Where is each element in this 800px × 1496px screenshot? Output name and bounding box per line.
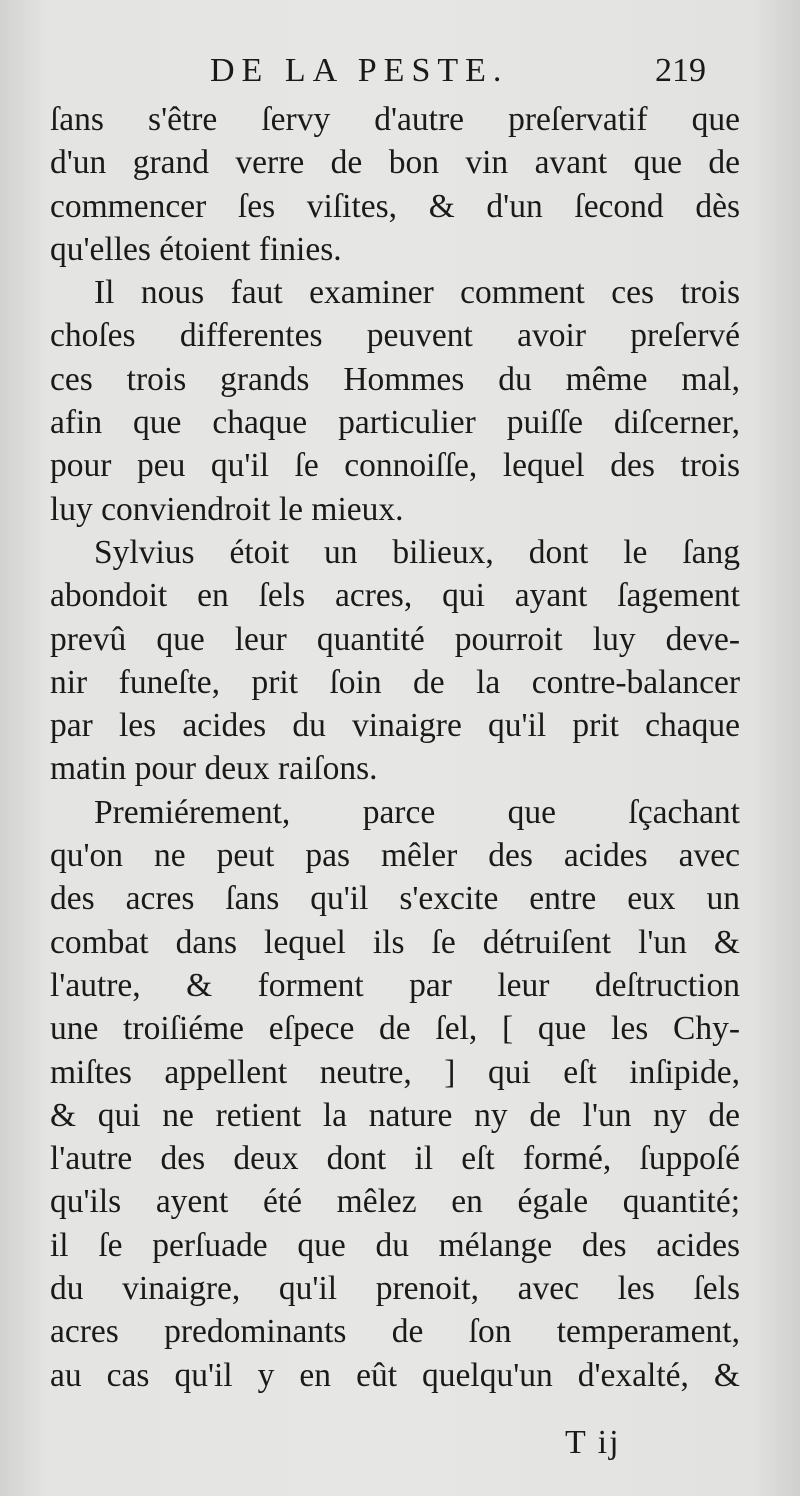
signature-mark: T ij [565, 1424, 621, 1461]
text-line: ces trois grands Hommes du même mal, [50, 360, 740, 398]
text-line: qu'on ne peut pas mêler des acides avec [50, 837, 740, 875]
text-line: du vinaigre, qu'il prenoit, avec les ſels [50, 1270, 740, 1308]
text-line: qu'ils ayent été mêlez en égale quantité; [50, 1183, 740, 1221]
page-number: 219 [655, 52, 706, 89]
text-line: d'un grand verre de bon vin avant que de [50, 144, 740, 182]
text-line: ſans s'être ſervy d'autre preſervatif que [50, 101, 740, 138]
text-line: acres predominants de ſon temperament, [50, 1313, 740, 1351]
text-line: afin que chaque particulier puiſſe diſcerner, [50, 404, 740, 442]
text-line: miſtes appellent neutre, ] qui eſt inſipide, [50, 1053, 740, 1091]
text-line: il ſe perſuade que du mélange des acides [50, 1226, 740, 1264]
body-text [50, 98, 740, 1397]
page-header [0, 52, 800, 102]
text-line: abondoit en ſels acres, qui ayant ſagement [50, 577, 740, 615]
text-line: Premiérement, parce que ſçachant [94, 793, 740, 831]
text-line: par les acides du vinaigre qu'il prit chaque [50, 707, 740, 745]
text-line: luy conviendroit le mieux. [50, 490, 404, 528]
text-line: & qui ne retient la nature ny de l'un ny de [50, 1096, 740, 1134]
text-line: qu'elles étoient finies. [50, 230, 342, 268]
text-line: choſes differentes peuvent avoir preſervé [50, 317, 740, 355]
text-line: une troiſiéme eſpece de ſel, [ que les Chy- [50, 1010, 740, 1048]
text-line: l'autre des deux dont il eſt formé, ſuppoſé [50, 1140, 740, 1178]
text-line: commencer ſes viſites, & d'un ſecond dès [50, 187, 740, 225]
running-title: DE LA PESTE. [210, 52, 509, 89]
text-line: prevû que leur quantité pourroit luy deve- [50, 620, 740, 658]
text-line: l'autre, & forment par leur deſtruction [50, 966, 740, 1004]
text-line: nir funeſte, prit ſoin de la contre-balancer [50, 663, 740, 701]
text-line: matin pour deux raiſons. [50, 750, 378, 788]
text-line: Sylvius étoit un bilieux, dont le ſang [94, 533, 740, 571]
text-line: combat dans lequel ils ſe détruiſent l'un & [50, 923, 740, 961]
text-line: pour peu qu'il ſe connoiſſe, lequel des trois [50, 447, 740, 485]
text-line: des acres ſans qu'il s'excite entre eux un [50, 880, 740, 918]
text-line: Il nous faut examiner comment ces trois [94, 274, 740, 312]
text-line: au cas qu'il y en eût quelqu'un d'exalté, & [50, 1356, 740, 1394]
